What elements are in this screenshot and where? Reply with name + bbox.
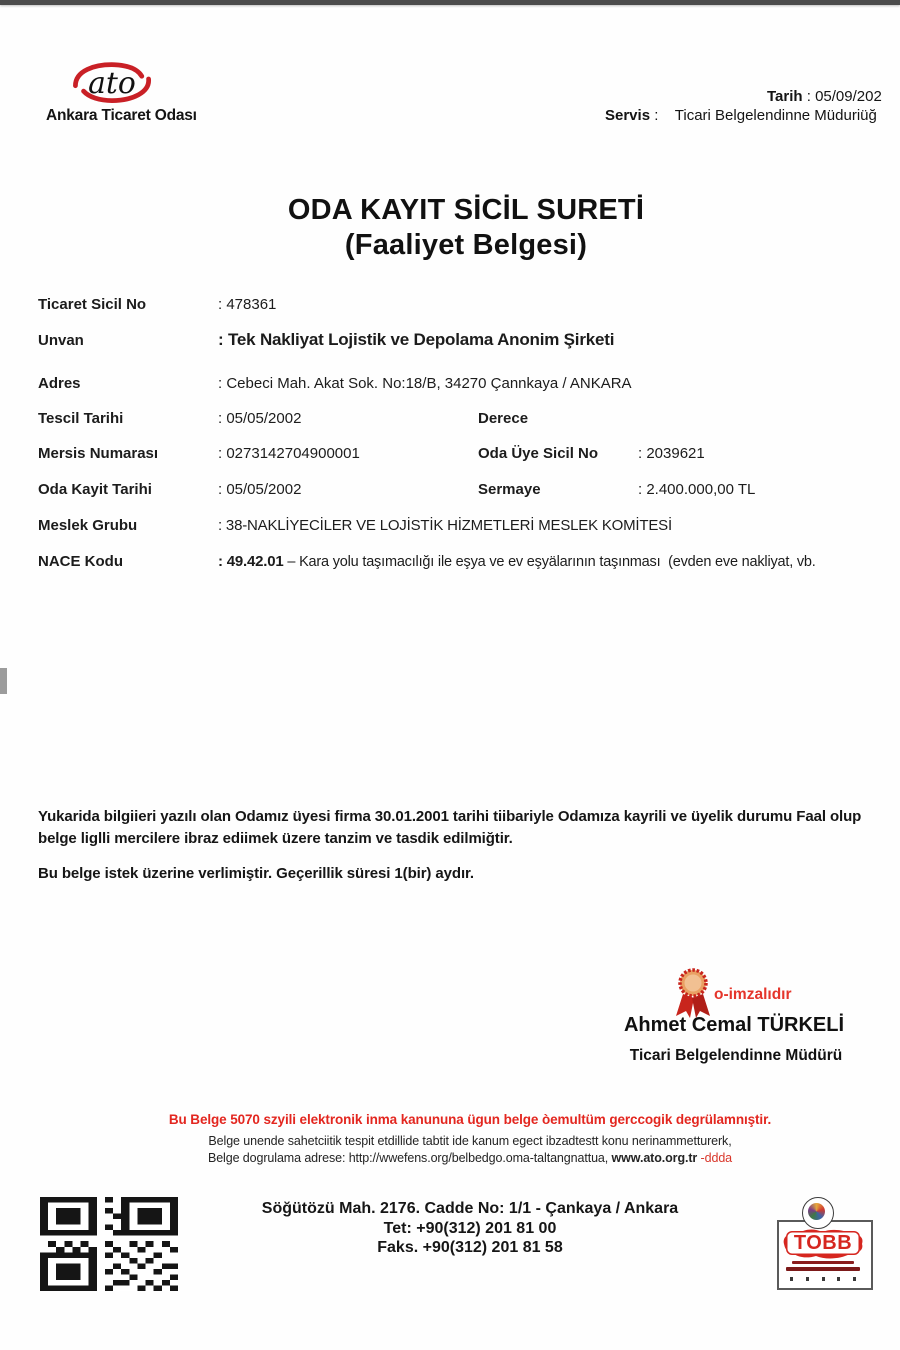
value-oda-uye-sicil-no: : 2039621: [638, 445, 705, 462]
date-line: [767, 88, 882, 105]
nace-desc: – Kara yolu taşımacılığı ile eşya ve ev eşyälarının taşınması (evden eve nakliyat, vb.: [283, 554, 816, 570]
signatory-name: Ahmet Cemal TÜRKELİ: [623, 1014, 845, 1036]
value-nace-kodu: [218, 553, 816, 570]
label-oda-kayit-tarihi: Oda Kayit Tarihi: [38, 481, 152, 498]
ribbon-seal-icon: [673, 968, 713, 1020]
tobb-caption-line2: [786, 1267, 860, 1271]
footer-fax: Faks. +90(312) 201 81 58: [377, 1239, 563, 1256]
ato-logo: [70, 56, 154, 110]
ato-logo-text: ato: [88, 66, 136, 102]
ato-logo-swoosh: [70, 56, 154, 110]
date-label: Tarih: [767, 88, 803, 105]
date-value: : 05/09/202: [802, 88, 882, 105]
value-sermaye: : 2.400.000,00 TL: [638, 481, 756, 498]
footer-tel: Tet: +90(312) 201 81 00: [383, 1219, 557, 1237]
value-meslek-grubu: : 38-NAKLİYECİLER VE LOJİSTİK HİZMETLERİ MESLEK KOMİTESİ: [218, 517, 672, 534]
service-value: : Ticari Belgelendinne Müduriüğ: [650, 107, 877, 124]
e-signature-label: o-imzalıdır: [714, 986, 792, 1003]
tobb-wordmark: TOBB: [786, 1231, 860, 1255]
label-ticaret-sicil-no: Ticaret Sicil No: [38, 296, 147, 313]
value-ticaret-sicil-no: : 478361: [218, 296, 277, 313]
value-mersis-numarasi: : 0273142704900001: [218, 445, 360, 462]
label-nace-kodu: NACE Kodu: [38, 553, 123, 570]
value-tescil-tarihi: : 05/05/2002: [218, 410, 302, 427]
document-title: [16, 193, 900, 263]
title-line1: ODA KAYIT SİCİL SURETİ: [287, 194, 645, 226]
legal-line-3-prefix: Belge dogrulama adrese: http://wwefens.org/belbedgo.oma-taltangnattua,: [207, 1151, 612, 1165]
nace-code: : 49.42.01: [218, 553, 284, 570]
certification-paragraph: Yukarida bilgiieri yazılı olan Odamız üyesi firma 30.01.2001 tarihi tiibariyle Odamıza kayrili ve üyelik durumu Faal olup belge liglli mercilere ibraz ediimek üzere tanzim ve tasdik edilmiğtir.: [38, 808, 862, 847]
legal-line-2: Belge unende sahetciitik tespit etdillide tabtit ide kanum egect ibzadtestt konu nerinammetturerk,: [208, 1134, 732, 1148]
org-name: Ankara Ticaret Odası: [46, 107, 197, 124]
tobb-caption-line1: [792, 1261, 854, 1264]
validity-paragraph: Bu belge istek üzerine verlimiştir. Geçerillik süresi 1(bir) aydır.: [38, 865, 474, 882]
signatory-title: Ticari Belgelendinne Müdürü: [629, 1047, 843, 1064]
label-unvan: Unvan: [38, 332, 84, 349]
label-mersis-numarasi: Mersis Numarası: [38, 445, 159, 462]
legal-line-1: Bu Belge 5070 szyili elektronik inma kanununa ügun belge òemultüm gerccogik degrülamnıştir.: [168, 1112, 772, 1127]
tobb-caption-dots: [790, 1277, 856, 1281]
tobb-emblem-icon: [802, 1197, 834, 1229]
label-derece: Derece: [478, 410, 529, 427]
title-line2: (Faaliyet Belgesi): [344, 229, 588, 261]
label-tescil-tarihi: Tescil Tarihi: [38, 410, 124, 427]
scan-left-artifact: [0, 668, 7, 694]
label-meslek-grubu: Meslek Grubu: [38, 517, 138, 534]
value-oda-kayit-tarihi: : 05/05/2002: [218, 481, 302, 498]
legal-line-3-url: www.ato.org.tr: [611, 1151, 698, 1165]
legal-line-3: [20, 1151, 900, 1165]
value-unvan: : Tek Nakliyat Lojistik ve Depolama Anonim Şirketi: [218, 330, 615, 349]
label-sermaye: Sermaye: [478, 481, 541, 498]
value-adres: : Cebeci Mah. Akat Sok. No:18/B, 34270 Çannkaya / ANKARA: [218, 375, 632, 392]
footer-address: Söğütözü Mah. 2176. Cadde No: 1/1 - Çankaya / Ankara: [261, 1200, 679, 1217]
service-label: Servis: [605, 107, 651, 124]
legal-line-3-suffix: -ddda: [697, 1151, 733, 1165]
label-adres: Adres: [38, 375, 81, 392]
footer-contact-block: [30, 1199, 900, 1258]
label-oda-uye-sicil-no: Oda Üye Sicil No: [478, 445, 599, 462]
service-line: [605, 107, 877, 124]
scan-top-edge: [0, 0, 900, 5]
